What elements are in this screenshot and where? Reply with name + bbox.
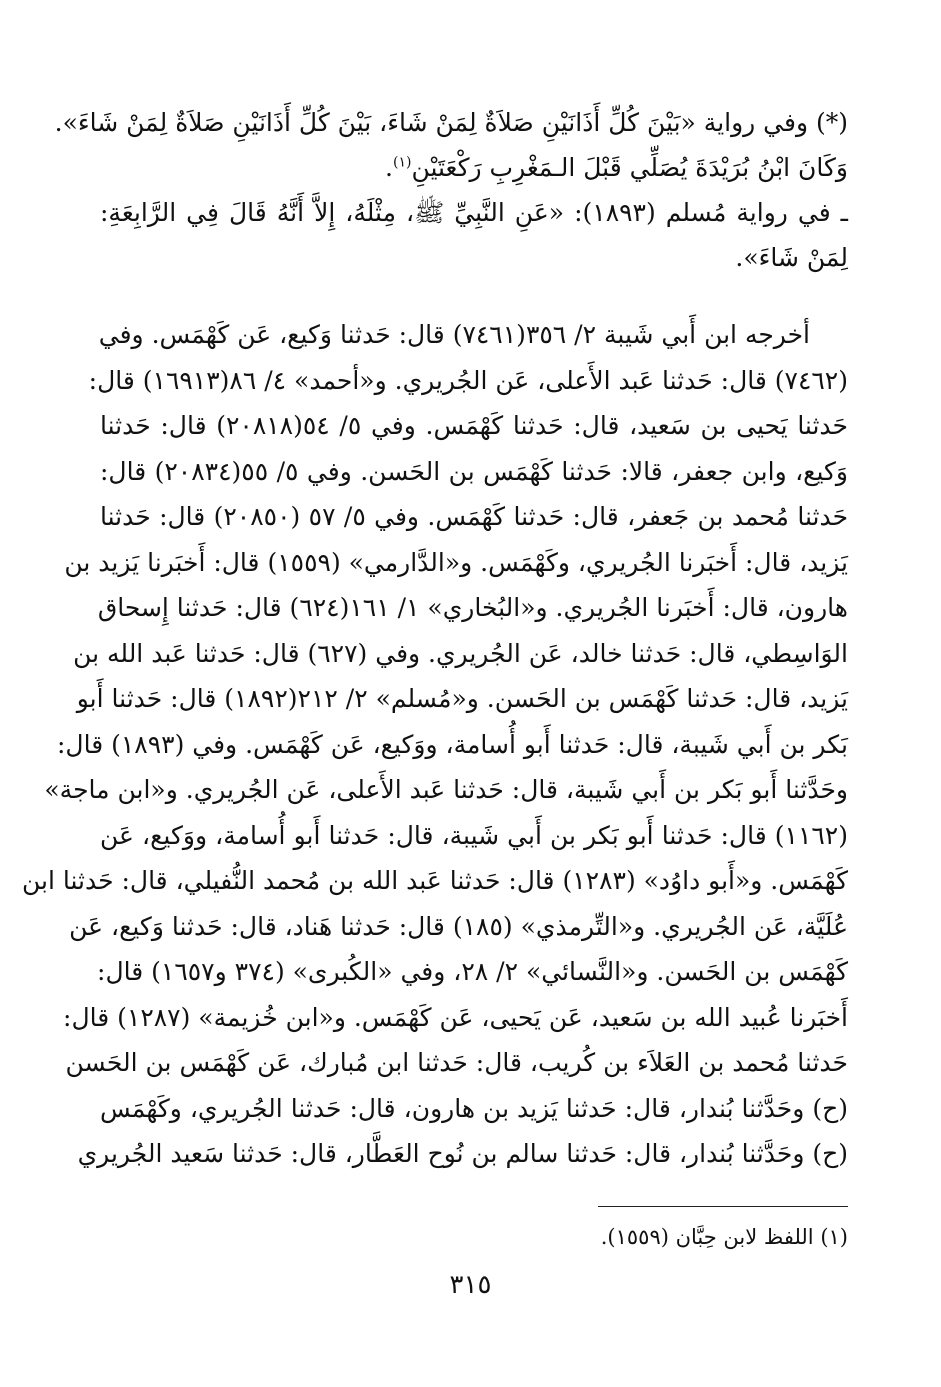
takhrij-line: أخرجه ابن أَبي شَيبة ٢/ ٣٥٦(٧٤٦١) قال: حَدثنا وَكيع، عَن كَهْمَس. وفي — [98, 320, 810, 349]
takhrij-line: حَدثنا مُحمد بن العَلاَء بن كُريب، قال: حَدثنا ابن مُبارك، عَن كَهْمَس بن الحَسن — [65, 1048, 848, 1077]
takhrij-line: كَهْمَس. و«أَبو داوُد» (١٢٨٣) قال: حَدثنا عَبد الله بن مُحمد النُّفيلي، قال: حَدثنا ابن — [21, 866, 848, 895]
takhrij-line: (٧٤٦٢) قال: حَدثنا عَبد الأَعلى، عَن الجُريري. و«أحمد» ٤/ ٨٦(١٦٩١٣) قال: — [88, 365, 848, 395]
hadith-text-block — [54, 100, 849, 280]
footnote-reference: (١) — [392, 154, 412, 171]
footnote: (١) اللفظ لابن حِبَّان (١٥٥٩). — [600, 1225, 848, 1249]
takhrij-line: (١١٦٢) قال: حَدثنا أَبو بَكر بن أَبي شَيبة، قال: حَدثنا أَبو أُسامة، ووَكيع، عَن — [100, 820, 848, 850]
hadith-line: لِمَنْ شَاءَ». — [735, 243, 848, 272]
takhrij-line: بَكر بن أَبي شَيبة، قال: حَدثنا أَبو أُسامة، ووَكيع، عَن كَهْمَس. وفي (١٨٩٣) قال: — [56, 729, 848, 759]
takhrij-line: أَخبَرنا عُبيد الله بن سَعيد، عَن يَحيى، عَن كَهْمَس. و«ابن خُزيمة» (١٢٨٧) قال: — [63, 1002, 848, 1032]
page-number: ٣١٥ — [449, 1270, 492, 1300]
takhrij-line: يَزيد، قال: أَخبَرنا الجُريري، وكَهْمَس. و«الدَّارمي» (١٥٥٩) قال: أَخبَرنا يَزيد بن — [64, 547, 848, 577]
hadith-line: (*) وفي رواية «بَيْنَ كُلِّ أَذَانَيْنِ صَلاَةٌ لِمَنْ شَاءَ، بَيْنَ كُلِّ أَذَانَيْنِ صَلاَةٌ لِمَنْ شَاءَ». — [54, 108, 848, 137]
takhrij-line: حَدثنا يَحيى بن سَعيد، قال: حَدثنا كَهْمَس. وفي ٥/ ٥٤(٢٠٨١٨) قال: حَدثنا — [100, 411, 849, 440]
hadith-line: وَكَانَ ابْنُ بُرَيْدَةَ يُصَلِّي قَبْلَ الـمَغْرِبِ رَكْعَتَيْنِ$^{(١)}$. — [385, 153, 848, 182]
takhrij-line: حَدثنا مُحمد بن جَعفر، قال: حَدثنا كَهْمَس. وفي ٥/ ٥٧ (٢٠٨٥٠) قال: حَدثنا — [100, 502, 849, 531]
takhrij-line: وحَدَّثنا أَبو بَكر بن أَبي شَيبة، قال: حَدثنا عَبد الأَعلى، عَن الجُريري. و«ابن ماجة» — [44, 775, 848, 804]
takhrij-line: (ح) وحَدَّثنا بُندار، قال: حَدثنا سالم بن نُوح العَطَّار، قال: حَدثنا سَعيد الجُريري — [77, 1139, 848, 1168]
takhrij-line: عُلَيَّة، عَن الجُريري. و«التِّرمذي» (١٨٥) قال: حَدثنا هَناد، قال: حَدثنا وَكيع، عَن — [69, 911, 848, 941]
hadith-line: ـ في رواية مُسلم (١٨٩٣): «عَنِ النَّبِيِّ ﷺ، مِثْلَهُ، إِلاَّ أَنَّهُ قَالَ فِي الرَّابِعَةِ: — [100, 198, 849, 227]
footnote-divider — [598, 1206, 848, 1207]
takhrij-paragraph — [21, 312, 849, 1177]
takhrij-line: (ح) وحَدَّثنا بُندار، قال: حَدثنا يَزيد بن هارون، قال: حَدثنا الجُريري، وكَهْمَس — [100, 1093, 848, 1123]
takhrij-line: الوَاسِطي، قال: حَدثنا خالد، عَن الجُريري. وفي (٦٢٧) قال: حَدثنا عَبد الله بن — [73, 638, 848, 668]
takhrij-line: كَهْمَس بن الحَسن. و«النَّسائي» ٢/ ٢٨، وفي «الكُبرى» (٣٧٤ و١٦٥٧) قال: — [97, 957, 848, 986]
takhrij-line: يَزيد، قال: حَدثنا كَهْمَس بن الحَسن. و«مُسلم» ٢/ ٢١٢(١٨٩٢) قال: حَدثنا أَبو — [76, 684, 848, 713]
takhrij-line: هارون، قال: أَخبَرنا الجُريري. و«البُخاري» ١/ ١٦١(٦٢٤) قال: حَدثنا إِسحاق — [97, 593, 848, 622]
hadith-line-text: وَكَانَ ابْنُ بُرَيْدَةَ يُصَلِّي قَبْلَ الـمَغْرِبِ رَكْعَتَيْنِ — [411, 153, 848, 182]
takhrij-line: وَكيع، وابن جعفر، قالا: حَدثنا كَهْمَس بن الحَسن. وفي ٥/ ٥٥(٢٠٨٣٤) قال: — [100, 456, 849, 486]
